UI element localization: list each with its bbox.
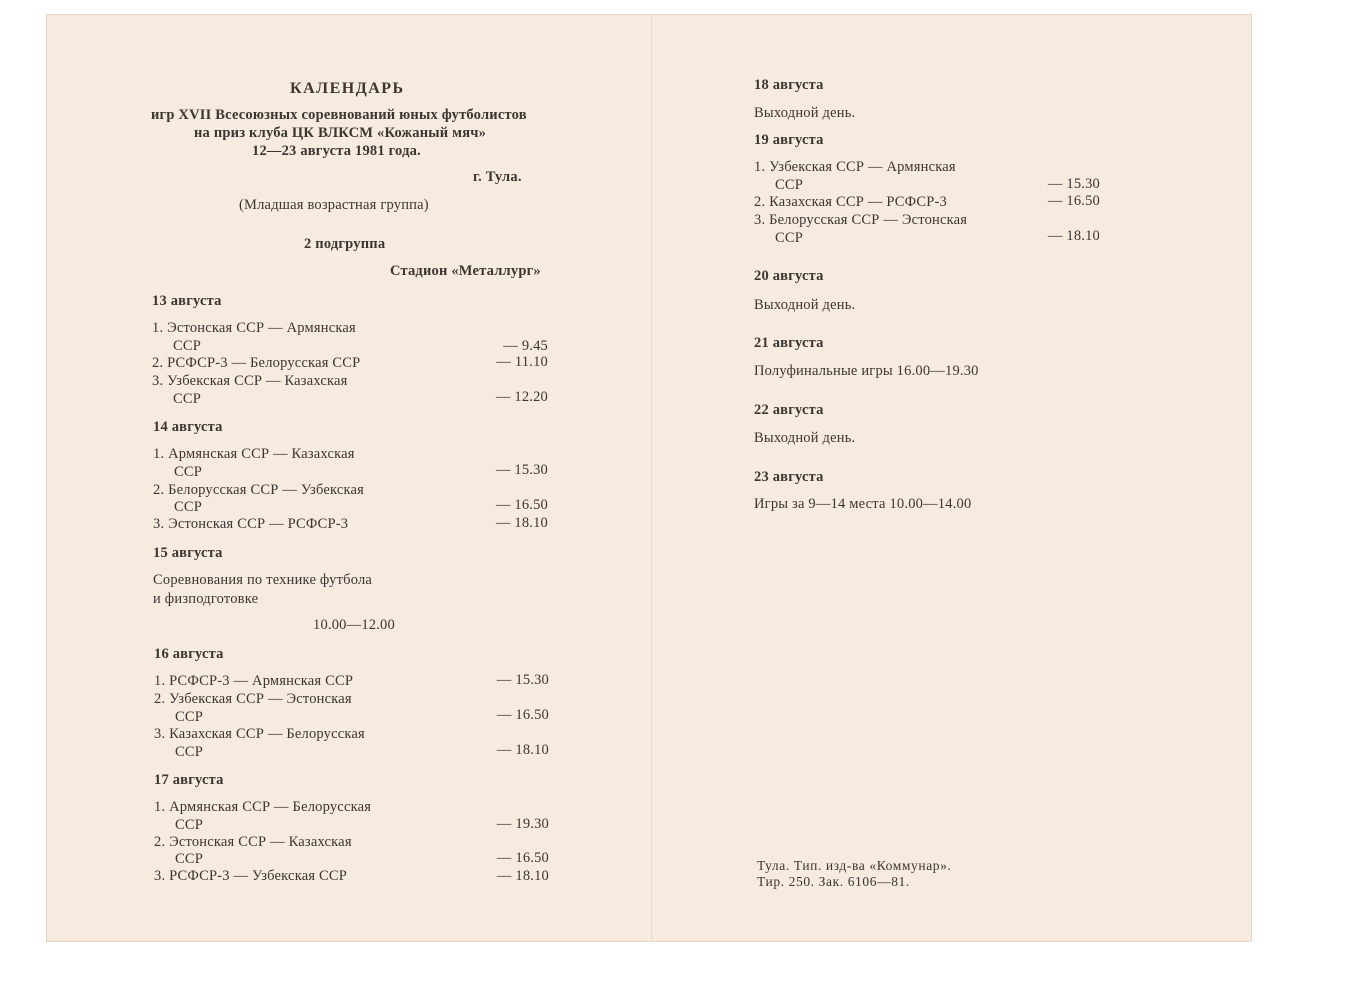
match-line: 1. Армянская ССР — Белорусская [154,799,372,815]
match-time: — 18.10 [496,742,549,758]
day-date: 21 августа [754,335,824,351]
event-time: 10.00—12.00 [313,617,395,633]
match-time: — 16.50 [496,850,549,866]
match-line: ССР [175,851,204,867]
match-line: 1. Узбекская ССР — Армянская [754,159,956,175]
subtitle-line-3: 12—23 августа 1981 года. [252,143,421,159]
event-line: Соревнования по технике футбола [153,572,373,588]
event-line: Полуфинальные игры 16.00—19.30 [754,363,979,379]
day-date: 22 августа [754,402,824,418]
event-line: Выходной день. [754,430,856,446]
match-line: ССР [175,817,204,833]
match-line: 3. Узбекская ССР — Казахская [152,373,348,389]
subtitle-line-1: игр XVII Всесоюзных соревнований юных футболистов [151,107,527,123]
day-date: 19 августа [754,132,824,148]
match-line: 3. Казахская ССР — Белорусская [154,726,365,742]
match-line: ССР [175,744,204,760]
match-time: — 15.30 [496,672,549,688]
event-line: Игры за 9—14 места 10.00—14.00 [754,496,972,512]
match-line: ССР [174,464,203,480]
city-label: г. Тула. [473,169,522,185]
match-time: — 16.50 [496,707,549,723]
event-line: Выходной день. [754,297,856,313]
day-date: 18 августа [754,77,824,93]
match-time: — 19.30 [496,816,549,832]
day-date: 13 августа [152,293,222,309]
match-line: 2. РСФСР-3 — Белорусская ССР [152,355,361,371]
day-date: 20 августа [754,268,824,284]
imprint-line-1: Тула. Тип. изд-ва «Коммунар». [757,858,952,873]
day-date: 14 августа [153,419,223,435]
imprint-line-2: Тир. 250. Зак. 6106—81. [757,874,910,889]
match-line: 2. Узбекская ССР — Эстонская [154,691,352,707]
match-line: 2. Казахская ССР — РСФСР-3 [754,194,947,210]
match-time: — 16.50 [1047,193,1100,209]
match-time: — 16.50 [495,497,548,513]
match-line: 3. Эстонская ССР — РСФСР-3 [153,516,349,532]
match-line: ССР [775,177,804,193]
match-line: ССР [173,391,202,407]
match-line: 1. Эстонская ССР — Армянская [152,320,356,336]
match-line: 2. Белорусская ССР — Узбекская [153,482,365,498]
match-time: — 11.10 [496,354,548,370]
match-time: — 18.10 [495,515,548,531]
match-line: ССР [173,338,202,354]
match-line: 1. Армянская ССР — Казахская [153,446,355,462]
day-date: 17 августа [154,772,224,788]
match-line: 2. Эстонская ССР — Казахская [154,834,352,850]
match-line: 3. Белорусская ССР — Эстонская [754,212,968,228]
match-time: — 9.45 [503,338,548,354]
match-time: — 18.10 [496,868,549,884]
age-group-label: (Младшая возрастная группа) [239,197,429,213]
match-line: 3. РСФСР-3 — Узбекская ССР [154,868,348,884]
calendar-title: КАЛЕНДАРЬ [290,80,405,97]
match-line: 1. РСФСР-3 — Армянская ССР [154,673,354,689]
event-line: Выходной день. [754,105,856,121]
subtitle-line-2: на приз клуба ЦК ВЛКСМ «Кожаный мяч» [194,125,487,141]
match-time: — 18.10 [1047,228,1100,244]
left-page [46,14,651,942]
day-date: 23 августа [754,469,824,485]
day-date: 16 августа [154,646,224,662]
match-line: ССР [775,230,804,246]
match-line: ССР [175,709,204,725]
match-line: ССР [174,499,203,515]
day-date: 15 августа [153,545,223,561]
match-time: — 15.30 [1047,176,1100,192]
match-time: — 12.20 [495,389,548,405]
right-page [653,14,1252,942]
stadium-label: Стадион «Металлург» [390,263,541,279]
subgroup-label: 2 подгруппа [304,236,386,252]
match-time: — 15.30 [495,462,548,478]
event-line: и физподготовке [153,591,259,607]
